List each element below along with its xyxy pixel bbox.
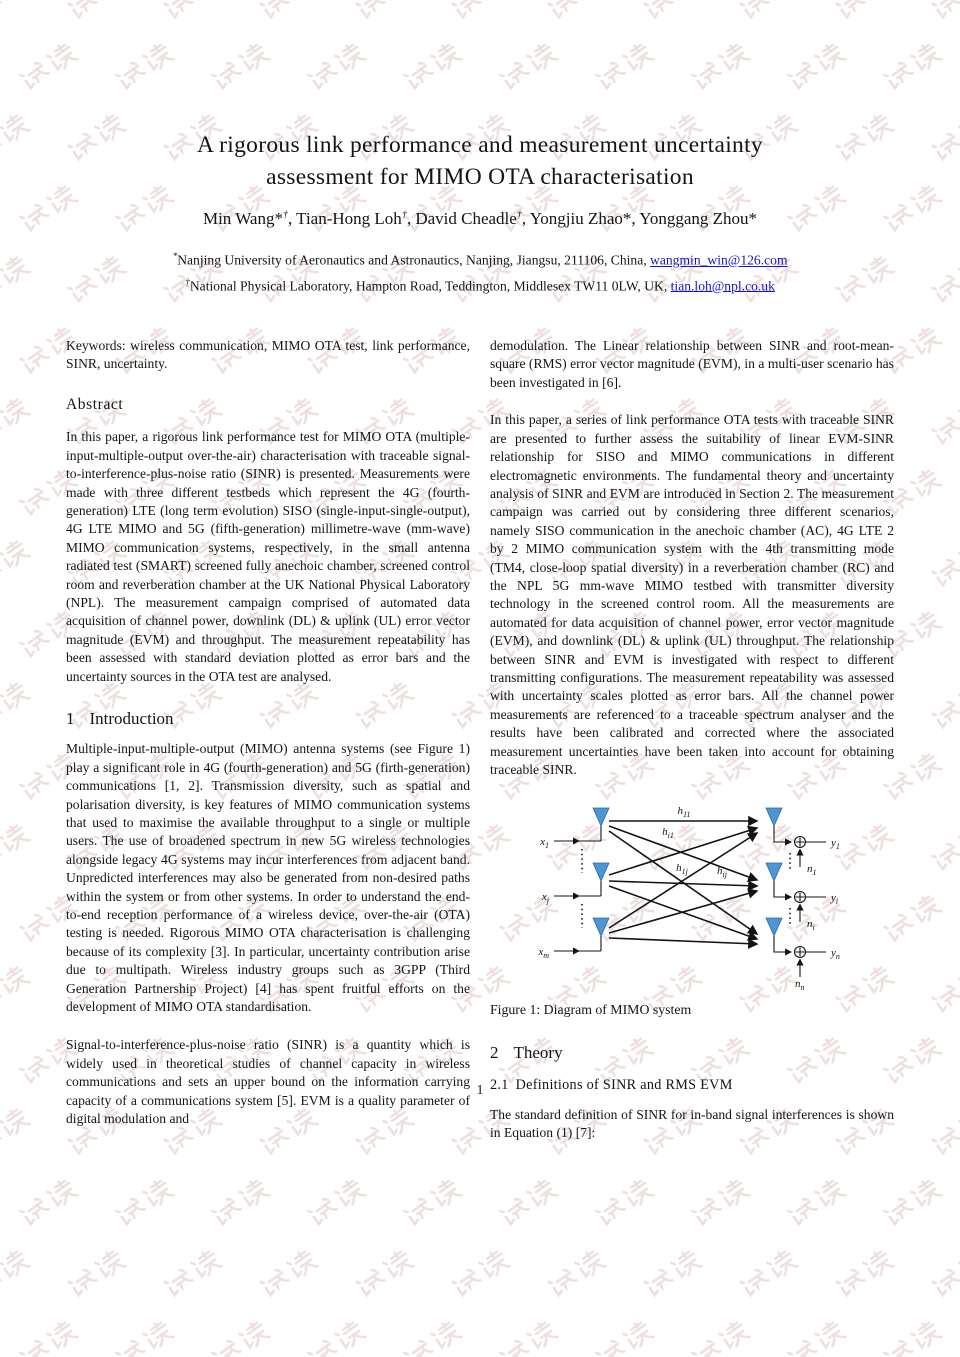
author-affiliation-marker: †: [282, 209, 288, 221]
author-affiliation-marker: †: [516, 209, 522, 221]
email-link[interactable]: tian.loh@npl.co.uk: [670, 278, 775, 294]
watermark: [690, 1331, 752, 1357]
watermark: [738, 1260, 800, 1288]
svg-text:h11: $h_{11}$: [677, 805, 691, 820]
subsection-title: Definitions of SINR and RMS EVM: [515, 1077, 733, 1094]
affiliations: [0, 246, 960, 297]
intro-paragraph-2: Signal-to-interference-plus-noise ratio (SINR) is a quantity which is widely used in theoretical studies of channel capacity in wireless communications and sets an upper bound on the information carrying capacity of a communications system [5]. EVM is a quality parameter of digital modulation and: [66, 1037, 470, 1127]
left-column: [66, 337, 470, 1154]
watermark: [690, 1189, 752, 1217]
svg-text:ni: $n_i$: [807, 918, 815, 933]
affiliation-line: [0, 272, 960, 298]
section-heading-introduction: [66, 710, 470, 728]
watermark: [642, 1260, 704, 1288]
figure-1: [490, 795, 894, 993]
watermark: [306, 1189, 368, 1217]
abstract-heading: Abstract: [66, 395, 124, 413]
watermark: [210, 1331, 272, 1357]
two-column-body: [66, 337, 894, 1154]
section-number: 2: [490, 1042, 499, 1062]
author: Min Wang*†: [202, 209, 288, 228]
author: Yongjiu Zhao*: [529, 209, 632, 228]
watermark: [306, 1331, 368, 1357]
watermark: [450, 1260, 512, 1288]
watermark: [594, 1331, 656, 1357]
page-number: 1: [476, 1082, 484, 1098]
watermark: [258, 1260, 320, 1288]
email-link[interactable]: wangmin_win@126.com: [650, 252, 788, 268]
affiliation-marker: †: [185, 277, 190, 288]
svg-text:xm: $x_m$: [538, 946, 549, 961]
author: David Cheadle†: [415, 209, 522, 228]
watermark: [498, 1189, 560, 1217]
tx-antenna-icon: [593, 808, 609, 951]
watermark: [114, 1331, 176, 1357]
channel-lines: [609, 821, 757, 944]
author-affiliation-marker: †: [401, 209, 407, 221]
svg-text:nn: $n_n$: [795, 978, 805, 993]
watermark: [498, 1331, 560, 1357]
svg-text:hij: $h_{ij}$: [717, 865, 727, 880]
watermark: [18, 1331, 80, 1357]
watermark: [18, 1189, 80, 1217]
svg-text:yi: $y_i$: [831, 892, 839, 907]
watermark: [402, 1189, 464, 1217]
watermark: [786, 1331, 848, 1357]
figure-caption: Figure 1: Diagram of MIMO system: [490, 1002, 692, 1018]
mimo-diagram: [496, 795, 896, 993]
watermark: [882, 1189, 944, 1217]
affiliation-text: National Physical Laboratory, Hampton Road, Teddington, Middlesex TW11 0LW, UK,: [189, 278, 671, 294]
section-number: 1: [66, 708, 75, 728]
right-column: [490, 337, 894, 1154]
rx-antenna-icon: [766, 808, 791, 952]
section-title: Introduction: [89, 708, 174, 728]
paper-title: [0, 0, 960, 193]
paper-title-line-2: assessment for MIMO OTA characterisation: [266, 164, 694, 190]
watermark: [354, 1260, 416, 1288]
watermark: [930, 1260, 960, 1288]
watermark: [786, 1189, 848, 1217]
svg-text:x1: $x_1$: [540, 836, 549, 851]
svg-text:yn: $y_n$: [831, 947, 840, 962]
watermark: [882, 1331, 944, 1357]
subsection-number: 2.1: [490, 1077, 509, 1094]
watermark: [402, 1331, 464, 1357]
watermark: [594, 1189, 656, 1217]
affiliation-marker: *: [172, 252, 178, 262]
abstract-text: In this paper, a rigorous link performance test for MIMO OTA (multiple-input-multiple-output over-the-air) characterisation with traceable signal-to-interference-plus-noise ratio (SINR) is presented. Measurements were made with three different testbeds which represent the 4G (fourth-generation) LTE (long term evolution) SISO (single-input-single-output), 4G LTE MIMO and 5G (fifth-generation) millimetre-wave (mm-wave) MIMO communication systems, respectively, in the small antenna radiated test (SMART) screened fully anechoic chamber, screened control room and reverberation chamber at the UK National Physical Laboratory (NPL). The measurement campaign comprised of automated data acquisition of channel power, downlink (DL) & uplink (UL) error vector magnitude (EVM) and throughput. The measurement repeatability has been assessed with standard deviation plotted as error bars and the uncertainty sources in the OTA test are analysed.: [66, 429, 470, 684]
svg-text:n1: $n_1$: [807, 863, 817, 878]
section-heading-theory: [490, 1044, 894, 1062]
section-title: Theory: [513, 1042, 563, 1062]
authors-line: Min Wang*†, Tian-Hong Loh†, David Cheadle†, Yongjiu Zhao*, Yonggang Zhou*: [202, 209, 758, 228]
svg-text:hi1: $h_{i1}$: [662, 826, 674, 841]
right-paragraph-1: demodulation. The Linear relationship between SINR and root-mean-square (RMS) error vector magnitude (EVM), in a multi-user scenario has been investigated in [6].: [490, 338, 894, 390]
watermark: [210, 1189, 272, 1217]
watermark: [162, 1260, 224, 1288]
svg-text:xj: $x_j$: [541, 891, 549, 906]
keywords: Keywords: wireless communication, MIMO OTA test, link performance, SINR, uncertainty.: [66, 338, 470, 372]
svg-text:h1j: $h_{1j}$: [676, 862, 688, 877]
author: Yonggang Zhou*: [639, 209, 758, 228]
watermark: [546, 1260, 608, 1288]
affiliation-line: [0, 246, 960, 272]
affiliation-text: Nanjing University of Aeronautics and Astronautics, Nanjing, Jiangsu, 211106, China,: [177, 252, 651, 268]
svg-text:y1: $y_1$: [831, 837, 840, 852]
watermark: [0, 1260, 32, 1288]
theory-paragraph: The standard definition of SINR for in-band signal interferences is shown in Equation (1) [7]:: [490, 1106, 894, 1141]
watermark: [66, 1260, 128, 1288]
watermark: [114, 1189, 176, 1217]
intro-paragraph-1: Multiple-input-multiple-output (MIMO) antenna systems (see Figure 1) play a significant role in 4G (fourth-generation) and 5G (firth-generation) communications [1, 2]. Transmission diversity, such as spatial and polarisation diversity, is key features of MIMO communication systems that used to maximise the available throughput to a single or multiple users. The use of broadened spectrum in new 5G wireless technologies alongside legacy 4G systems may incur interferences from adjacent band. Unpredicted interferences may also be generated from non-desired paths within the system or from other systems. In order to understand the end-to-end reception performance of a wireless device, over-the-air (OTA) testing is needed. Rigorous MIMO OTA characterisation is challenging because of its complexity [3]. In particular, uncertainty contribution arise due to multipath. Wireless industry groups such as 3GPP (Third Generation Partnership Project) [4] has spent fruitful efforts on the development of MIMO OTA standardisation.: [66, 741, 470, 1015]
right-paragraph-2: In this paper, a series of link performance OTA tests with traceable SINR are presented to further assess the suitability of linear EVM-SINR relationship for SISO and MIMO communications in different electromagnetic environments. The fundamental theory and uncertainty analysis of SINR and EVM are introduced in Section 2. The measurement campaign was carried out by considering three different scenarios, namely SISO communication in the anechoic chamber (AC), 4G LTE 2 by 2 MIMO communication system with the 4th transmitting mode (TM4, close-loop spatial diversity) in a reverberation chamber (RC) and the NPL 5G mm-wave MIMO testbed with transmitter diversity technology in the screened control room. All the measurements are automated for data acquisition of channel power, error vector magnitude (EVM), and downlink (DL) & uplink (UL) throughput. The relationship between SINR and EVM is investigated with respect to different transmitting configurations. The measurement repeatability was assessed with uncertainty scales plotted as error bars. All the channel power measurements are referenced to a traceable spectrum analyser and the results have been calibrated and corrected where the associated measurement uncertainties have been taken into account for obtaining traceable SINR.: [490, 412, 894, 777]
watermark: [834, 1260, 896, 1288]
author: Tian-Hong Loh†: [296, 209, 407, 228]
paper-title-line-1: A rigorous link performance and measurement uncertainty: [197, 132, 763, 158]
